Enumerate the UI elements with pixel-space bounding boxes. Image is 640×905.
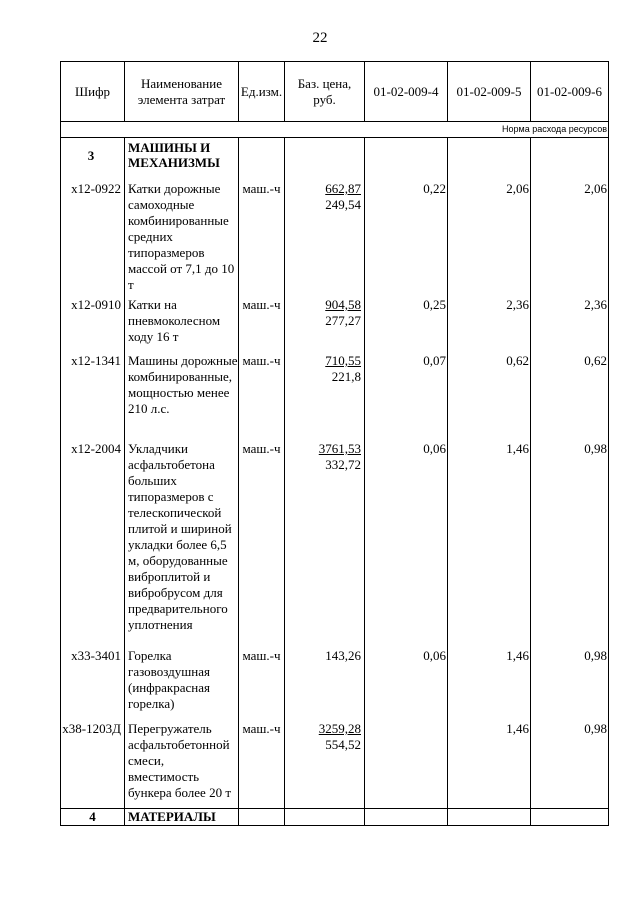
header-name: Наименование элемента затрат (125, 62, 239, 122)
table-header (61, 62, 609, 122)
price-wage: 277,27 (325, 313, 361, 328)
row-name: Машины дорожные комбинированные, мощностью менее 210 л.с. (125, 349, 239, 437)
price-total: 3761,53 (318, 441, 361, 456)
row-value-2: 0,62 (448, 349, 531, 437)
row-unit: маш.-ч (239, 177, 285, 293)
section-code: 4 (61, 808, 125, 825)
row-code: x12-2004 (61, 437, 125, 644)
price-total: 904,58 (325, 297, 361, 312)
table-row (61, 293, 609, 349)
table-row (61, 349, 609, 437)
header-unit: Ед.изм. (239, 62, 285, 122)
row-value-2: 2,06 (448, 177, 531, 293)
row-value-3: 0,98 (531, 644, 609, 717)
header-price: Баз. цена, руб. (285, 62, 365, 122)
row-value-1: 0,25 (365, 293, 448, 349)
row-price (285, 349, 365, 437)
row-value-3: 0,62 (531, 349, 609, 437)
row-value-3: 2,36 (531, 293, 609, 349)
row-value-1 (365, 717, 448, 808)
price-total: 143,26 (325, 648, 361, 663)
row-unit: маш.-ч (239, 293, 285, 349)
section-name: МАТЕРИАЛЫ (125, 808, 239, 825)
price-total: 662,87 (325, 181, 361, 196)
row-unit: маш.-ч (239, 717, 285, 808)
row-name: Укладчики асфальтобетона больших типоразмеров с телескопической плитой и шириной укладки более 6,5 м, оборудованные виброплитой и вибробрусом для предварительного уплотнения (125, 437, 239, 644)
row-name: Катки дорожные самоходные комбинированные средних типоразмеров массой от 7,1 до 10 т (125, 177, 239, 293)
section-row (61, 808, 609, 825)
row-price (285, 293, 365, 349)
row-code: x12-0910 (61, 293, 125, 349)
price-total: 710,55 (325, 353, 361, 368)
row-value-3: 0,98 (531, 717, 609, 808)
row-value-1: 0,06 (365, 644, 448, 717)
page-number: 22 (312, 30, 328, 46)
row-value-1: 0,06 (365, 437, 448, 644)
row-value-1: 0,22 (365, 177, 448, 293)
section-name: МАШИНЫ И МЕХАНИЗМЫ (125, 138, 239, 178)
price-total: 3259,28 (318, 721, 361, 736)
row-unit: маш.-ч (239, 349, 285, 437)
row-value-3: 2,06 (531, 177, 609, 293)
price-wage: 554,52 (325, 737, 361, 752)
price-wage: 221,8 (331, 369, 361, 384)
row-price (285, 177, 365, 293)
header-col1: 01-02-009-4 (365, 62, 448, 122)
section-code: 3 (61, 138, 125, 178)
table-row (61, 177, 609, 293)
header-code: Шифр (61, 62, 125, 122)
row-price (285, 644, 365, 717)
section-row (61, 138, 609, 178)
row-code: x38-1203Д (61, 717, 125, 808)
row-value-2: 2,36 (448, 293, 531, 349)
row-name: Горелка газовоздушная (инфракрасная горелка) (125, 644, 239, 717)
header-col2: 01-02-009-5 (448, 62, 531, 122)
table-row (61, 717, 609, 808)
row-value-2: 1,46 (448, 437, 531, 644)
row-value-2: 1,46 (448, 717, 531, 808)
row-price (285, 717, 365, 808)
row-code: x33-3401 (61, 644, 125, 717)
row-unit: маш.-ч (239, 644, 285, 717)
row-unit: маш.-ч (239, 437, 285, 644)
row-name: Перегружатель асфальтобетонной смеси, вместимость бункера более 20 т (125, 717, 239, 808)
row-value-1: 0,07 (365, 349, 448, 437)
row-price (285, 437, 365, 644)
price-wage: 249,54 (325, 197, 361, 212)
norm-label: Норма расхода ресурсов (61, 122, 609, 138)
norm-row (61, 122, 609, 138)
row-value-2: 1,46 (448, 644, 531, 717)
price-wage: 332,72 (325, 457, 361, 472)
table-row (61, 644, 609, 717)
table-row (61, 437, 609, 644)
row-name: Катки на пневмоколесном ходу 16 т (125, 293, 239, 349)
row-value-3: 0,98 (531, 437, 609, 644)
row-code: x12-1341 (61, 349, 125, 437)
resource-table (60, 61, 609, 826)
row-code: x12-0922 (61, 177, 125, 293)
header-col3: 01-02-009-6 (531, 62, 609, 122)
